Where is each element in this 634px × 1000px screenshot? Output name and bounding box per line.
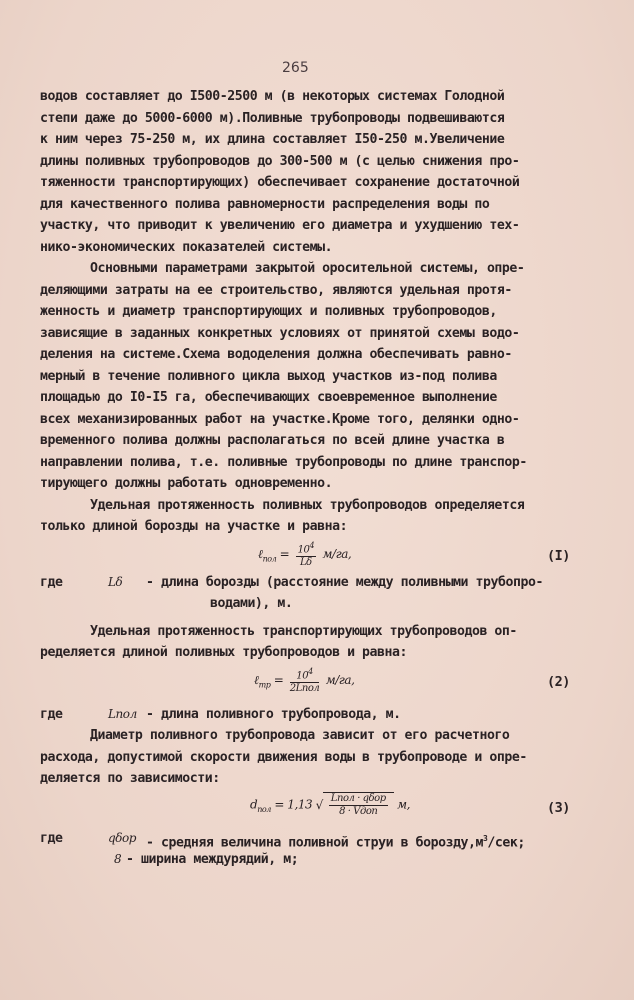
where-3-desc-1-text: - средняя величина поливной струи в борозду,м xyxy=(146,834,484,850)
text-line: расхода, допустимой скорости движения воды в трубопроводе и опре- xyxy=(40,749,527,765)
formula-1-expression xyxy=(258,540,351,570)
text-line: водов составляет до I500-2500 м (в некоторых системах Голодной xyxy=(40,89,505,104)
where-3-symbol-1: qδор xyxy=(108,830,137,845)
where-3-desc-2: - ширина междурядий, м; xyxy=(126,852,299,867)
text-line: водами), м. xyxy=(210,596,293,611)
formula-2-fraction xyxy=(290,666,320,695)
formula-1-denominator: Lδ xyxy=(299,556,312,568)
formula-3-lhs: d xyxy=(250,797,258,811)
formula-1-fraction xyxy=(296,540,316,569)
text-line: для качественного полива равномерности распределения воды по xyxy=(40,196,490,212)
text-line: мерный в течение поливного цикла выход участков из-под полива xyxy=(40,368,497,384)
formula-3 xyxy=(40,790,600,828)
formula-3-fraction xyxy=(329,793,388,818)
formula-1-number: (I) xyxy=(546,547,570,564)
formula-1-eq: = xyxy=(279,546,290,561)
formula-2-numerator: 10 xyxy=(296,669,309,681)
formula-3-denominator: 8 · Vдоп xyxy=(339,805,378,817)
formula-2-eq: = xyxy=(273,672,284,687)
text-line: площадью до I0-I5 га, обеспечивающих своевременное выполнение xyxy=(40,390,497,405)
text-line: временного полива должны располагаться по всей длине участка в xyxy=(40,433,505,448)
where-1-symbol: Lδ xyxy=(108,574,123,589)
text-line: ределяется длиной поливных трубопроводов и равна: xyxy=(40,645,407,660)
formula-3-lhs-sub: пол xyxy=(257,804,271,814)
formula-2 xyxy=(40,664,600,698)
formula-1-numerator-sup: 4 xyxy=(309,540,315,550)
formula-1-lhs-sub: пол xyxy=(262,554,277,564)
where-3-word: где xyxy=(40,830,63,846)
formula-3-sqrt: √ $\frac{\text{Lпол · qδор}}{\text{8 · Vдоп}}$ xyxy=(316,792,394,818)
body-text xyxy=(40,86,600,871)
text-line: к ним через 75-250 м, их длина составляет I50-250 м.Увеличение xyxy=(40,132,505,147)
text-line: зависящие в заданных конкретных условиях от принятой схемы водо- xyxy=(40,325,520,341)
where-1-desc: - длина борозды (расстояние между поливными трубопро- xyxy=(146,574,543,590)
text-line: всех механизированных работ на участке.Кроме того, делянки одно- xyxy=(40,411,520,427)
page-number: 265 xyxy=(282,60,309,76)
where-2 xyxy=(40,704,600,726)
formula-1-lhs: ℓ xyxy=(258,546,263,561)
formula-1 xyxy=(40,538,600,572)
text-line: направлении полива, т.е. поливные трубопроводы по длине транспор- xyxy=(40,454,527,470)
where-1 xyxy=(40,572,600,594)
text-line: только длиной борозды на участке и равна: xyxy=(40,519,348,534)
text-line: тяженности транспортирующих) обеспечивает сохранение достаточной xyxy=(40,175,520,190)
where-2-symbol: Lпол xyxy=(108,706,137,721)
where-2-desc: - длина поливного трубопровода, м. xyxy=(146,706,401,722)
formula-2-expression xyxy=(254,666,354,696)
where-2-word: где xyxy=(40,706,63,722)
text-line: длины поливных трубопроводов до 300-500 м (с целью снижения про- xyxy=(40,153,520,169)
where-3b xyxy=(40,849,600,871)
where-1-word: где xyxy=(40,574,63,590)
text-line: тирующего должны работать одновременно. xyxy=(40,476,333,491)
formula-3-numerator: Lпол · qδор xyxy=(330,792,386,804)
where-3-desc-1-end: /сек; xyxy=(487,834,525,850)
text-line: Диаметр поливного трубопровода зависит от его расчетного xyxy=(90,728,510,743)
where-3-desc-1-sup: 3 xyxy=(483,833,488,843)
formula-2-numerator-sup: 4 xyxy=(308,666,313,676)
formula-3-unit: м, xyxy=(397,797,410,811)
text-line: участку, что приводит к увеличению его диаметра и ухудшению тех- xyxy=(40,218,520,233)
formula-2-number: (2) xyxy=(546,673,570,690)
text-line: деления на системе.Схема вододеления должна обеспечивать равно- xyxy=(40,347,512,362)
text-line: деляющими затраты на ее строительство, являются удельная протя- xyxy=(40,282,512,298)
text-line: Удельная протяженность транспортирующих трубопроводов оп- xyxy=(90,623,517,639)
text-line: деляется по зависимости: xyxy=(40,771,220,786)
text-line: степи даже до 5000-6000 м).Поливные трубопроводы подвешиваются xyxy=(40,110,505,126)
text-line: Удельная протяженность поливных трубопроводов определяется xyxy=(90,497,525,513)
where-3-symbol-2: 8 xyxy=(114,852,122,866)
where-3 xyxy=(40,828,600,850)
formula-1-numerator: 10 xyxy=(297,543,310,555)
formula-1-unit: м/га, xyxy=(322,546,352,561)
formula-3-eq: = 1,13 xyxy=(274,797,313,811)
formula-2-lhs: ℓ xyxy=(254,672,259,687)
formula-3-number: (3) xyxy=(546,799,570,816)
formula-2-denominator: 2Lпол xyxy=(289,682,320,694)
formula-2-unit: м/га, xyxy=(325,672,355,687)
text-line: женность и диаметр транспортирующих и поливных трубопроводов, xyxy=(40,304,497,319)
formula-2-lhs-sub: тр xyxy=(258,680,271,690)
formula-3-expression xyxy=(250,792,410,820)
text-line: нико-экономических показателей системы. xyxy=(40,239,333,255)
text-line: Основными параметрами закрытой оросительной системы, опре- xyxy=(90,261,525,276)
